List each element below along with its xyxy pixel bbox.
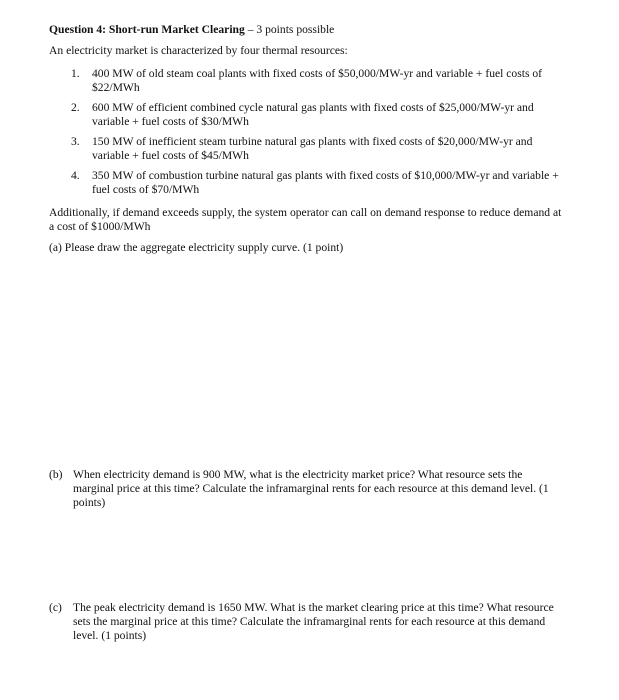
resource-number: 2. bbox=[71, 101, 80, 114]
resource-text: 150 MW of inefficient steam turbine natural gas plants with fixed costs of $20,000/MW-yr and variable + fuel costs of $45/MWh bbox=[92, 135, 533, 162]
resource-text: 600 MW of efficient combined cycle natural gas plants with fixed costs of $25,000/MW-yr and variable + fuel costs of $30/MWh bbox=[92, 101, 534, 128]
question-points: – 3 points possible bbox=[244, 23, 335, 36]
part-a-text: Please draw the aggregate electricity supply curve. (1 point) bbox=[64, 241, 344, 254]
question-intro: An electricity market is characterized by four thermal resources: bbox=[49, 44, 348, 57]
resource-number: 3. bbox=[71, 135, 80, 148]
question-title-bold: Question 4: Short-run Market Clearing bbox=[49, 23, 245, 36]
part-c-text: The peak electricity demand is 1650 MW. What is the market clearing price at this time? What resource sets the marginal price at this time? Calculate the inframarginal rents for each resource at this demand level. (1 points) bbox=[73, 601, 554, 642]
resource-text: 400 MW of old steam coal plants with fixed costs of $50,000/MW-yr and variable + fuel costs of $22/MWh bbox=[92, 67, 543, 94]
additional-note: Additionally, if demand exceeds supply, the system operator can call on demand response to reduce demand at a cost of $1000/MWh bbox=[49, 206, 562, 233]
part-c bbox=[49, 601, 564, 643]
part-a bbox=[49, 241, 569, 255]
resource-item bbox=[49, 135, 569, 163]
part-b-text: When electricity demand is 900 MW, what is the electricity market price? What resource sets the marginal price at this time? Calculate the inframarginal rents for each resource at this demand level. (1 points) bbox=[73, 468, 549, 509]
part-a-label: (a) bbox=[49, 241, 62, 254]
resource-number: 4. bbox=[71, 169, 80, 182]
part-b-label: (b) bbox=[49, 468, 63, 481]
resource-item bbox=[49, 169, 569, 197]
part-c-label: (c) bbox=[49, 601, 62, 614]
resource-item bbox=[49, 101, 569, 129]
resource-list bbox=[49, 67, 569, 203]
resource-text: 350 MW of combustion turbine natural gas plants with fixed costs of $10,000/MW-yr and variable + fuel costs of $70/MWh bbox=[92, 169, 559, 196]
part-b bbox=[49, 468, 564, 510]
question-title bbox=[49, 23, 589, 37]
resource-number: 1. bbox=[71, 67, 80, 80]
resource-item bbox=[49, 67, 569, 95]
